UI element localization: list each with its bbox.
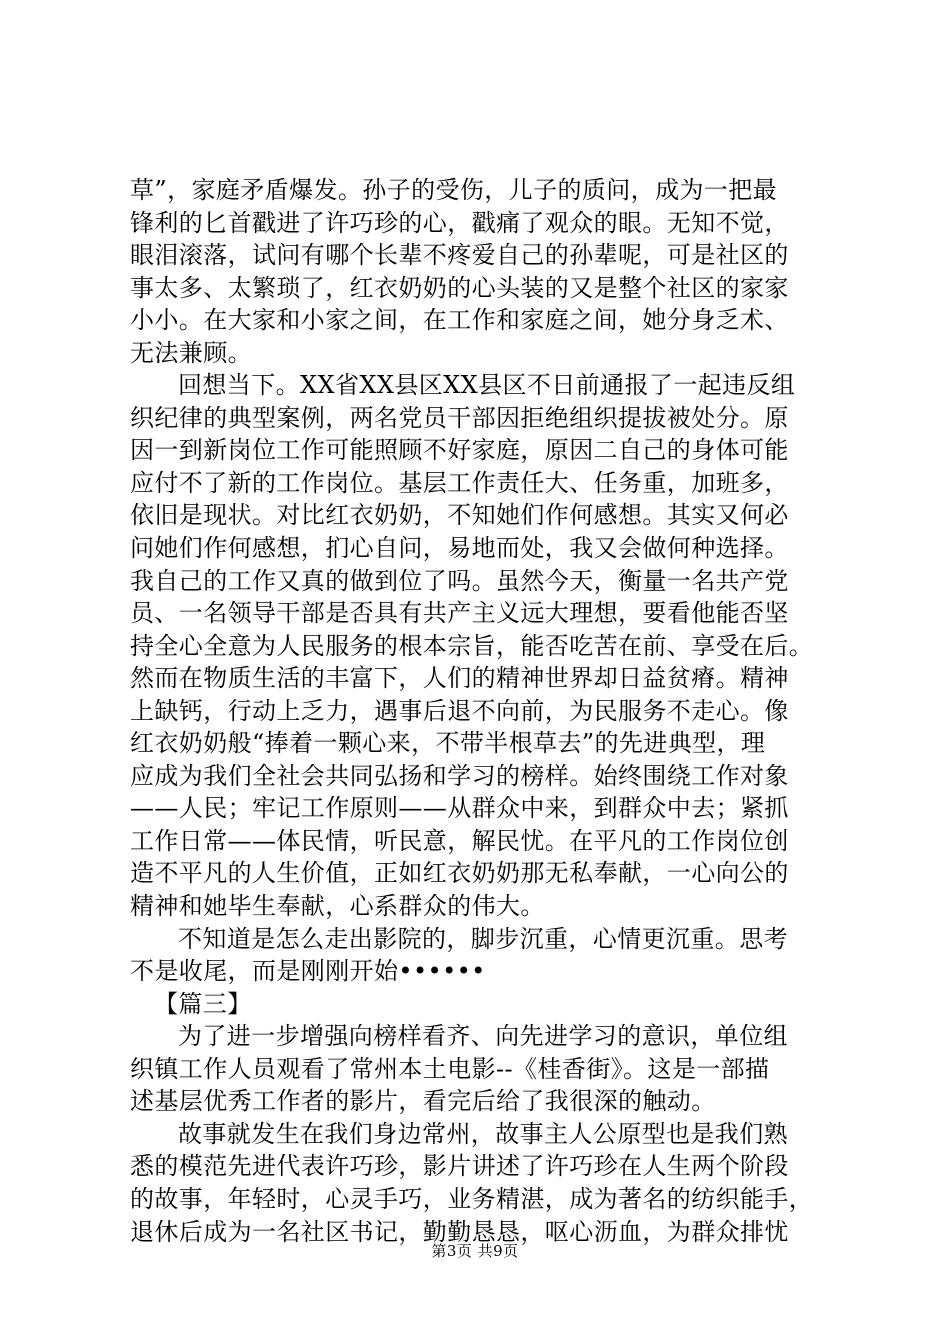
text-line: 眼泪滚落，试问有哪个长辈不疼爱自己的孙辈呢，可是社区的: [130, 241, 789, 270]
page-footer: 第3页 共9页: [431, 1242, 519, 1260]
text-line: 精神和她毕生奉献，心系群众的伟大。: [130, 892, 545, 921]
text-line: 依旧是现状。对比红衣奶奶，不知她们作何感想。其实又何必: [130, 501, 789, 530]
document-body: [130, 174, 830, 1248]
text-line: 不知道是怎么走出影院的，脚步沉重，心情更沉重。思考: [178, 924, 788, 953]
text-line: 持全心全意为人民服务的根本宗旨，能否吃苦在前、享受在后。: [130, 631, 814, 660]
text-line: 为了进一步增强向榜样看齐、向先进学习的意识，单位组: [178, 1022, 788, 1051]
text-line: 应成为我们全社会共同弘扬和学习的榜样。始终围绕工作对象: [130, 761, 789, 790]
text-line: 员、一名领导干部是否具有共产主义远大理想，要看他能否坚: [130, 599, 789, 628]
text-line: 我自己的工作又真的做到位了吗。虽然今天，衡量一名共产党: [130, 566, 789, 595]
text-line: 事太多、太繁琐了，红衣奶奶的心头装的又是整个社区的家家: [130, 273, 789, 302]
text-line: 织纪律的典型案例，两名党员干部因拒绝组织提拔被处分。原: [130, 403, 789, 432]
text-line: 问她们作何感想，扪心自问，易地而处，我又会做何种选择。: [130, 534, 789, 563]
text-line: 因一到新岗位工作可能照顾不好家庭，原因二自己的身体可能: [130, 436, 789, 465]
text-line: 回想当下。XX省XX县区XX县区不日前通报了一起违反组: [178, 371, 796, 400]
text-line: 织镇工作人员观看了常州本土电影--《桂香街》。这是一部描: [130, 1054, 770, 1083]
section-heading: 【篇三】: [154, 989, 252, 1018]
text-line: 锋利的匕首戳进了许巧珍的心，戳痛了观众的眼。无知不觉，: [130, 208, 789, 237]
text-line: 述基层优秀工作者的影片，看完后给了我很深的触动。: [130, 1087, 716, 1116]
text-line: 红衣奶奶般“捧着一颗心来，不带半根草去”的先进典型，理: [130, 729, 766, 758]
text-line: 小小。在大家和小家之间，在工作和家庭之间，她分身乏术、: [130, 306, 789, 335]
text-line: 无法兼顾。: [130, 338, 252, 367]
text-line: 然而在物质生活的丰富下，人们的精神世界却日益贫瘠。精神: [130, 664, 789, 693]
text-line: 造不平凡的人生价值，正如红衣奶奶那无私奉献，一心向公的: [130, 859, 789, 888]
text-line: 草”，家庭矛盾爆发。孙子的受伤，儿子的质问，成为一把最: [130, 176, 778, 204]
text-line: 故事就发生在我们身边常州，故事主人公原型也是我们熟: [178, 1119, 788, 1148]
text-line: 工作日常——体民情，听民意，解民忧。在平凡的工作岗位创: [130, 826, 789, 855]
text-line: 悉的模范先进代表许巧珍，影片讲述了许巧珍在人生两个阶段: [130, 1152, 789, 1181]
text-line: 退休后成为一名社区书记，勤勤恳恳，呕心沥血，为群众排忧: [130, 1217, 789, 1246]
text-line: 应付不了新的工作岗位。基层工作责任大、任务重，加班多，: [130, 468, 789, 497]
text-line: 上缺钙，行动上乏力，遇事后退不向前，为民服务不走心。像: [130, 696, 789, 725]
text-line: ——人民；牢记工作原则——从群众中来，到群众中去；紧抓: [130, 794, 789, 823]
text-line: 不是收尾，而是刚刚开始••••••: [130, 957, 486, 986]
text-line: 的故事，年轻时，心灵手巧，业务精湛，成为著名的纺织能手，: [130, 1184, 814, 1213]
